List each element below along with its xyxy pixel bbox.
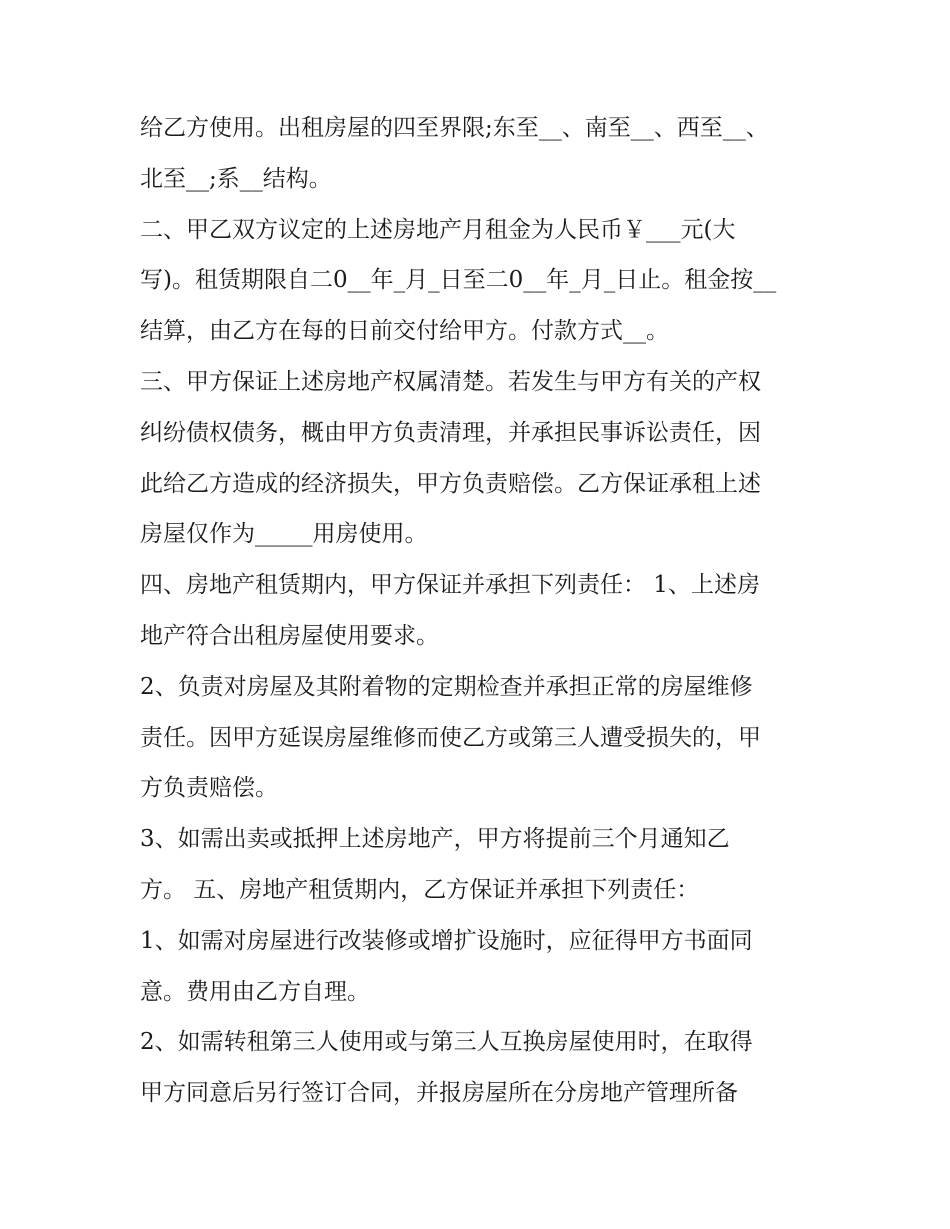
text-line: 给乙方使用。出租房屋的四至界限;东至__、南至__、西至__、	[140, 115, 769, 141]
text-line: 3、如需出卖或抵押上述房地产，甲方将提前三个月通知乙	[140, 826, 730, 853]
contract-body	[140, 103, 830, 1119]
text-line: 2、如需转租第三人使用或与第三人互换房屋使用时，在取得	[140, 1029, 753, 1056]
text-line: 结算，由乙方在每的日前交付给甲方。付款方式__。	[140, 318, 669, 345]
text-line: 北至__;系__结构。	[140, 165, 332, 192]
text-line: 三、甲方保证上述房地产权属清楚。若发生与甲方有关的产权	[140, 368, 761, 395]
text-line: 甲方同意后另行签订合同，并报房屋所在分房地产管理所备	[140, 1080, 738, 1107]
text-line: 写)。租赁期限自二0__年_月_日至二0__年_月_日止。租金按__	[140, 267, 777, 294]
text-line: 地产符合出租房屋使用要求。	[140, 622, 439, 649]
text-line: 方。 五、房地产租赁期内，乙方保证并承担下列责任：	[140, 876, 700, 903]
text-line: 1、如需对房屋进行改装修或增扩设施时，应征得甲方书面同	[140, 927, 753, 954]
text-line: 房屋仅作为_____用房使用。	[140, 521, 428, 548]
text-line: 二、甲乙双方议定的上述房地产月租金为人民币￥___元(大	[140, 216, 736, 243]
text-line: 责任。因甲方延误房屋维修而使乙方或第三人遭受损失的，甲	[140, 724, 761, 751]
text-line: 此给乙方造成的经济损失，甲方负责赔偿。乙方保证承租上述	[140, 470, 761, 497]
text-line: 四、房地产租赁期内，甲方保证并承担下列责任： 1、上述房	[140, 572, 760, 599]
text-line: 2、负责对房屋及其附着物的定期检查并承担正常的房屋维修	[140, 673, 753, 700]
text-line: 方负责赔偿。	[140, 775, 278, 802]
text-line: 纠纷债权债务，概由甲方负责清理，并承担民事诉讼责任，因	[140, 419, 761, 446]
text-line: 意。费用由乙方自理。	[140, 978, 370, 1005]
